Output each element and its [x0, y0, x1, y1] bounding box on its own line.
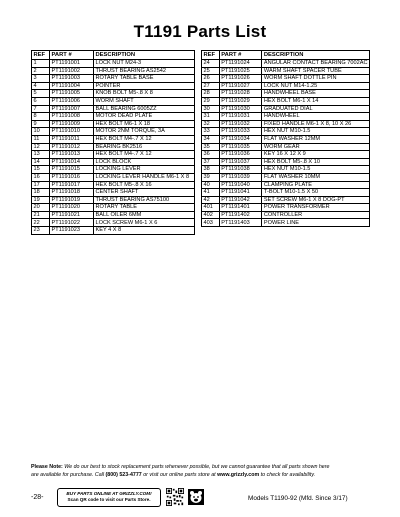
- cell-part-number: PT1191024: [219, 60, 262, 68]
- column-header-ref: REF: [202, 51, 220, 60]
- cell-description: BEARING BK2516: [94, 143, 195, 151]
- table-header-row: [202, 51, 370, 60]
- cell-ref: 14: [32, 158, 50, 166]
- table-row: [32, 204, 195, 212]
- cell-ref: 12: [32, 143, 50, 151]
- table-row: [32, 60, 195, 68]
- table-row: [202, 166, 370, 174]
- cell-ref: 15: [32, 166, 50, 174]
- column-header-part: PART #: [50, 51, 94, 60]
- cell-description: HANDWHEEL BASE: [262, 90, 370, 98]
- cell-description: T-BOLT M10-1.5 X 50: [262, 189, 370, 197]
- cell-description: KNOB BOLT M5-.8 X 8: [94, 90, 195, 98]
- cell-ref: 9: [32, 120, 50, 128]
- cell-part-number: PT1191004: [50, 82, 94, 90]
- cell-part-number: PT1191013: [50, 151, 94, 159]
- table-row: [202, 135, 370, 143]
- cell-ref: 40: [202, 181, 220, 189]
- table-row: [32, 196, 195, 204]
- table-row: [32, 90, 195, 98]
- table-row: [32, 143, 195, 151]
- cell-description: WORM GEAR: [262, 143, 370, 151]
- cell-part-number: PT1191040: [219, 181, 262, 189]
- cell-ref: 18: [32, 189, 50, 197]
- cell-description: ANGULAR CONTACT BEARING 7002AC: [263, 60, 368, 67]
- table-row: [202, 90, 370, 98]
- cell-ref: 23: [32, 227, 50, 235]
- buy-parts-headline: BUY PARTS ONLINE AT GRIZZLY.COM!: [66, 491, 152, 496]
- table-row: [202, 158, 370, 166]
- cell-ref: 35: [202, 143, 220, 151]
- cell-description: WORM SHAFT DOTTLE PIN: [262, 75, 370, 83]
- table-row: [202, 82, 370, 90]
- cell-part-number: PT1191021: [50, 211, 94, 219]
- table-row: [32, 173, 195, 181]
- cell-ref: 22: [32, 219, 50, 227]
- cell-description: KEY 4 X 8: [94, 227, 195, 235]
- table-row: [32, 166, 195, 174]
- cell-part-number: PT1191401: [219, 204, 262, 212]
- table-row: [202, 105, 370, 113]
- cell-description: HEX BOLT M6-1 X 18: [94, 120, 195, 128]
- cell-part-number: PT1191003: [50, 75, 94, 83]
- cell-description: WORM SHAFT: [94, 97, 195, 105]
- cell-part-number: PT1191016: [50, 173, 94, 181]
- table-row: [32, 135, 195, 143]
- cell-description: THRUST BEARING AS2542: [94, 67, 195, 75]
- cell-description: CLAMPING PLATE: [262, 181, 370, 189]
- table-row: [202, 219, 370, 227]
- cell-ref: 38: [202, 166, 220, 174]
- cell-part-number: PT1191015: [50, 166, 94, 174]
- cell-ref: 30: [202, 105, 220, 113]
- cell-description: ROTARY TABLE: [94, 204, 195, 212]
- table-row: [32, 181, 195, 189]
- cell-ref: 3: [32, 75, 50, 83]
- cell-part-number: PT1191001: [50, 60, 94, 68]
- table-row: [32, 151, 195, 159]
- cell-description: LOCK NUT M14-1.25: [262, 82, 370, 90]
- cell-part-number: PT1191403: [219, 219, 262, 227]
- cell-ref: 401: [202, 204, 220, 212]
- cell-part-number: PT1191022: [50, 219, 94, 227]
- cell-part-number: PT1191026: [219, 75, 262, 83]
- cell-ref: 403: [202, 219, 220, 227]
- cell-ref: 17: [32, 181, 50, 189]
- cell-description: LOCKING LEVER: [94, 166, 195, 174]
- table-header-row: [32, 51, 195, 60]
- cell-description: ROTARY TABLE BASE: [94, 75, 195, 83]
- cell-ref: 39: [202, 173, 220, 181]
- table-row: [202, 67, 370, 75]
- cell-description: GRADUATED DIAL: [262, 105, 370, 113]
- cell-description: HEX BOLT M4-.7 X 12: [94, 151, 195, 159]
- cell-description: WARM SHAFT SPACER TUBE: [262, 67, 370, 75]
- cell-part-number: PT1191031: [219, 113, 262, 121]
- table-row: [32, 113, 195, 121]
- cell-part-number: PT1191036: [219, 151, 262, 159]
- cell-part-number: PT1191002: [50, 67, 94, 75]
- cell-part-number: PT1191017: [50, 181, 94, 189]
- table-row: [202, 151, 370, 159]
- table-row: [202, 196, 370, 204]
- table-row: [32, 120, 195, 128]
- cell-ref: 11: [32, 135, 50, 143]
- qr-code-icon[interactable]: [166, 488, 184, 506]
- model-info: Models T1190-92 (Mfd. Since 3/17): [248, 495, 348, 502]
- cell-part-number: PT1191037: [219, 158, 262, 166]
- cell-part-number: PT1191402: [219, 211, 262, 219]
- cell-part-number: PT1191019: [50, 196, 94, 204]
- column-header-description: DESCRIPTION: [94, 51, 195, 60]
- table-row: [32, 128, 195, 136]
- cell-part-number: PT1191020: [50, 204, 94, 212]
- note-label: Please Note:: [31, 464, 63, 470]
- website-link[interactable]: www.grizzly.com: [217, 471, 260, 478]
- cell-part-number: PT1191033: [219, 128, 262, 136]
- cell-ref: 31: [202, 113, 220, 121]
- cell-part-number: PT1191027: [219, 82, 262, 90]
- cell-description: HEX BOLT M6-1 X 14: [262, 97, 370, 105]
- table-row: [202, 75, 370, 83]
- table-row: [202, 143, 370, 151]
- cell-ref: 16: [32, 173, 50, 181]
- cell-description: BALL BEARING 6005ZZ: [94, 105, 195, 113]
- cell-part-number: PT1191008: [50, 113, 94, 121]
- cell-part-number: PT1191030: [219, 105, 262, 113]
- cell-part-number: PT1191010: [50, 128, 94, 136]
- cell-part-number: PT1191005: [50, 90, 94, 98]
- cell-ref: 2: [32, 67, 50, 75]
- cell-ref: 32: [202, 120, 220, 128]
- table-row: [202, 120, 370, 128]
- cell-part-number: PT1191035: [219, 143, 262, 151]
- page-number: -28-: [31, 494, 44, 501]
- cell-part-number: PT1191007: [50, 105, 94, 113]
- cell-description: FLAT WASHER 10MM: [262, 173, 370, 181]
- cell-ref: 25: [202, 67, 220, 75]
- cell-ref: 4: [32, 82, 50, 90]
- table-row: [202, 113, 370, 121]
- cell-part-number: PT1191011: [50, 135, 94, 143]
- table-row: [32, 75, 195, 83]
- cell-ref: 7: [32, 105, 50, 113]
- cell-ref: 21: [32, 211, 50, 219]
- cell-ref: 27: [202, 82, 220, 90]
- cell-ref: 24: [202, 60, 220, 68]
- cell-description: FLAT WASHER 12MM: [262, 135, 370, 143]
- cell-ref: 37: [202, 158, 220, 166]
- cell-description: HEX BOLT M5-.8 X 16: [94, 181, 195, 189]
- cell-description: HEX NUT M10-1.5: [262, 166, 370, 174]
- cell-ref: 36: [202, 151, 220, 159]
- table-row: [202, 189, 370, 197]
- note-text-line2c: to check for availability.: [259, 471, 316, 478]
- buy-parts-box[interactable]: [57, 488, 161, 507]
- cell-part-number: PT1191028: [219, 90, 262, 98]
- cell-part-number: PT1191023: [50, 227, 94, 235]
- cell-description: THRUST BEARING AS75100: [94, 196, 195, 204]
- table-row: [32, 82, 195, 90]
- cell-part-number: PT1191032: [219, 120, 262, 128]
- cell-ref: 29: [202, 97, 220, 105]
- cell-description: HEX BOLT M5-.8 X 10: [262, 158, 370, 166]
- cell-description: POINTER: [94, 82, 195, 90]
- cell-ref: 1: [32, 60, 50, 68]
- cell-description: LOCK SCREW M6-1 X 6: [94, 219, 195, 227]
- page-title: T1191 Parts List: [133, 22, 267, 41]
- cell-ref: 8: [32, 113, 50, 121]
- cell-part-number: PT1191012: [50, 143, 94, 151]
- cell-ref: 6: [32, 97, 50, 105]
- buy-parts-subtext: Scan QR code to visit our Parts Store.: [67, 497, 151, 502]
- cell-description: POWER LINE: [262, 219, 370, 227]
- table-row: [32, 227, 195, 235]
- cell-description: MOTOR 2NM TORQUE, 3A: [94, 128, 195, 136]
- cell-description: HEX BOLT M4-.7 X 12: [94, 135, 195, 143]
- column-header-description: DESCRIPTION: [262, 51, 370, 60]
- phone-number[interactable]: (800) 523-4777: [105, 471, 142, 478]
- availability-note: [31, 464, 373, 479]
- grizzly-bear-logo-icon: [188, 489, 204, 505]
- cell-description: HEX NUT M10-1.5: [262, 128, 370, 136]
- cell-part-number: PT1191038: [219, 166, 262, 174]
- cell-part-number: PT1191006: [50, 97, 94, 105]
- table-row: [202, 128, 370, 136]
- cell-ref: 19: [32, 196, 50, 204]
- cell-part-number: PT1191034: [219, 135, 262, 143]
- cell-ref: 20: [32, 204, 50, 212]
- cell-description: CONTROLLER: [262, 211, 370, 219]
- cell-description: POWER TRANSFORMER: [262, 204, 370, 212]
- column-header-part: PART #: [219, 51, 262, 60]
- cell-ref: 42: [202, 196, 220, 204]
- cell-description: SET SCREW M6-1 X 8 DOG-PT: [262, 196, 370, 204]
- table-row: [202, 181, 370, 189]
- cell-description: LOCK BLOCK: [94, 158, 195, 166]
- cell-part-number: PT1191029: [219, 97, 262, 105]
- table-row: [32, 158, 195, 166]
- parts-table-left: [31, 50, 195, 235]
- table-row: [32, 67, 195, 75]
- cell-part-number: PT1191041: [219, 189, 262, 197]
- cell-ref: 41: [202, 189, 220, 197]
- cell-part-number: PT1191014: [50, 158, 94, 166]
- table-row: [32, 97, 195, 105]
- cell-ref: 402: [202, 211, 220, 219]
- table-row: [32, 189, 195, 197]
- table-row: [202, 60, 370, 68]
- table-row: [202, 173, 370, 181]
- table-row: [202, 204, 370, 212]
- cell-ref: 10: [32, 128, 50, 136]
- cell-part-number: PT1191025: [219, 67, 262, 75]
- cell-description: HANDWHEEL: [262, 113, 370, 121]
- table-row: [202, 211, 370, 219]
- cell-description: FIXED HANDLE M6-1 X 8, 10 X 26: [262, 120, 370, 128]
- cell-part-number: PT1191042: [219, 196, 262, 204]
- note-text-line2b: or visit our online parts store at: [141, 471, 218, 478]
- table-row: [32, 219, 195, 227]
- cell-ref: 28: [202, 90, 220, 98]
- parts-table-right: [201, 50, 370, 227]
- cell-ref: 33: [202, 128, 220, 136]
- cell-ref: 13: [32, 151, 50, 159]
- cell-description: CENTER SHAFT: [94, 189, 195, 197]
- table-row: [32, 105, 195, 113]
- cell-ref: 5: [32, 90, 50, 98]
- note-text-line1: We do our best to stock replacement parts whenever possible, but we cannot guarantee that all parts shown here: [62, 464, 330, 470]
- note-text-line2a: are available for purchase. Call: [31, 471, 106, 478]
- cell-description: LOCK NUT M24-3: [94, 60, 195, 68]
- cell-description: MOTOR DEAD PLATE: [94, 113, 195, 121]
- table-row: [32, 211, 195, 219]
- cell-part-number: PT1191018: [50, 189, 94, 197]
- cell-ref: 34: [202, 135, 220, 143]
- cell-description: BALL OILER 6MM: [94, 211, 195, 219]
- column-header-ref: REF: [32, 51, 50, 60]
- cell-part-number: PT1191039: [219, 173, 262, 181]
- cell-part-number: PT1191009: [50, 120, 94, 128]
- table-row: [202, 97, 370, 105]
- cell-description: LOCKING LEVER HANDLE M6-1 X 8: [94, 173, 195, 181]
- cell-description: KEY 16 X 12 X 9: [262, 151, 370, 159]
- cell-ref: 26: [202, 75, 220, 83]
